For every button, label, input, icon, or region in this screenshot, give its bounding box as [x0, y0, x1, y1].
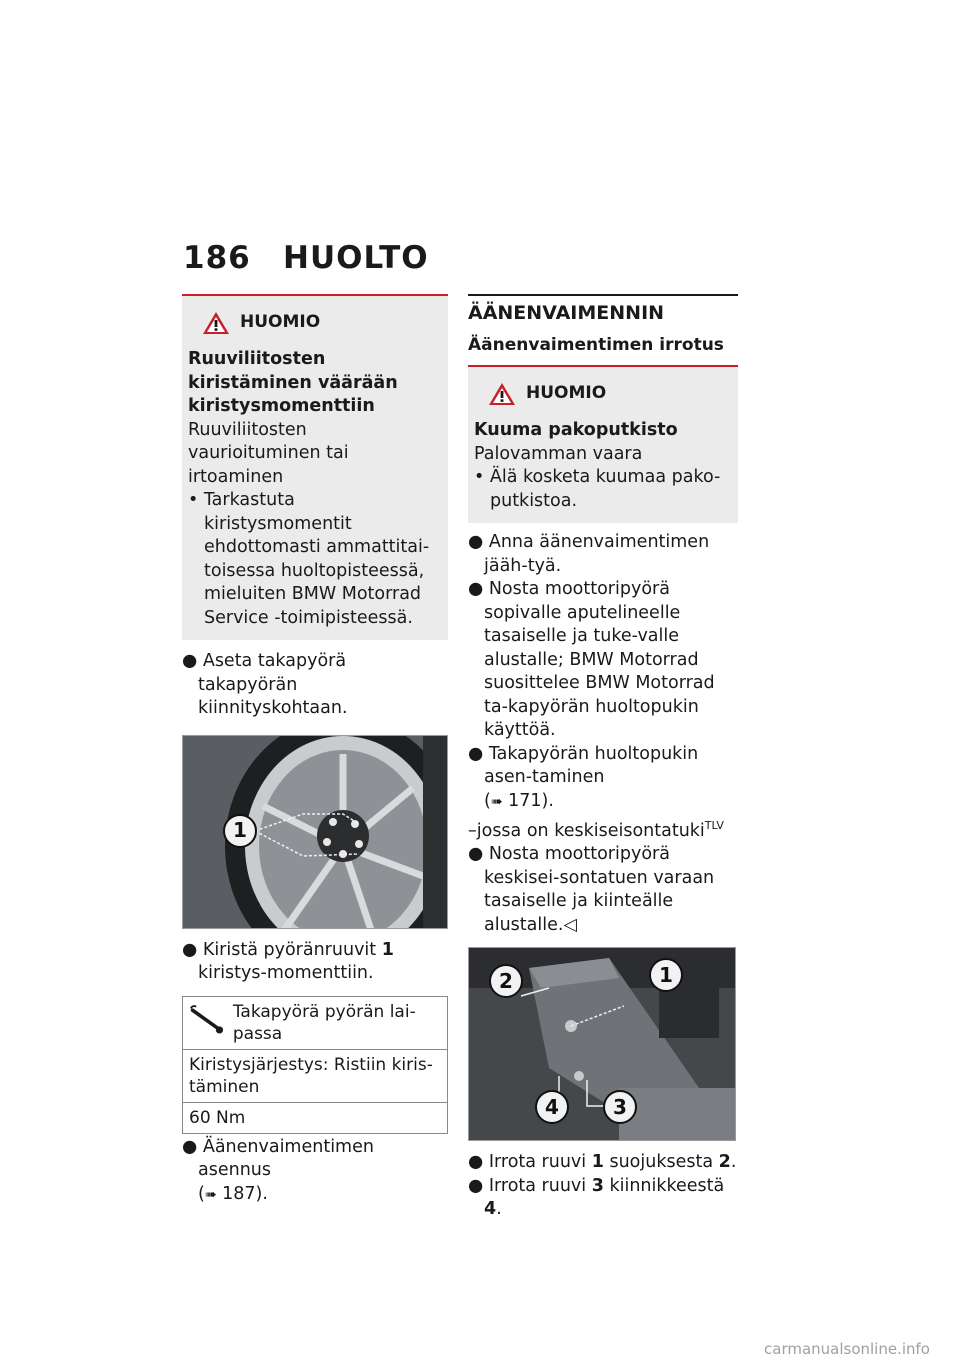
reference-arrow-icon: ➠	[490, 793, 503, 810]
instruction-item: ● Irrota ruuvi 1 suojuksesta 2.	[468, 1152, 737, 1173]
instruction-item: ● Kiristä pyöränruuvit 1 kiristys-momenttiin.	[182, 939, 394, 983]
notice-heading: Ruuviliitosten kiristäminen väärään kiristysmomenttiin	[188, 349, 398, 416]
instruction-item: ● Aseta takapyörä takapyörän kiinnityskohtaan.	[182, 651, 348, 718]
cross-reference: (➠ 171).	[484, 790, 554, 811]
conditional-note: –jossa on keskiseisontatuki$^{TLV}$	[468, 819, 724, 841]
instruction-item: ● Irrota ruuvi 3 kiinnikkeestä 4.	[468, 1175, 725, 1220]
notice-label: HUOMIO	[240, 312, 321, 333]
callout-2: 2	[489, 964, 523, 998]
section-title: ÄÄNENVAIMENNIN	[468, 302, 665, 324]
subsection-title: Äänenvaimentimen irrotus	[468, 334, 724, 355]
notice-header	[202, 310, 442, 336]
spec-title-row	[183, 997, 447, 1049]
instruction-item: ● Nosta moottoripyörä keskisei-sontatuen varaan tasaiselle ja kiinteälle alustalle.◁	[468, 844, 715, 935]
callout-1: 1	[649, 958, 683, 992]
instruction-item: ● Äänenvaimentimen asennus	[182, 1136, 374, 1180]
spec-title: Takapyörä pyörän lai-passa	[232, 1001, 416, 1044]
notice-box	[182, 294, 448, 640]
callout-1: 1	[223, 814, 257, 848]
page-title: HUOLTO	[283, 240, 429, 276]
right-column	[468, 294, 738, 1222]
section-rule	[468, 294, 738, 296]
notice-body: Ruuviliitosten vaurioituminen tai irtoaminen	[188, 419, 349, 487]
notice-body: Palovamman vaara	[474, 443, 643, 464]
end-mark-icon: ◁	[563, 914, 577, 935]
callout-4: 4	[535, 1090, 569, 1124]
warning-icon	[202, 310, 230, 336]
notice-bullet: • Älä kosketa kuumaa pako-putkistoa.	[474, 467, 721, 511]
instruction-item: ● Anna äänenvaimentimen jääh-tyä.	[468, 532, 710, 576]
left-column	[182, 294, 448, 1207]
spec-value: 60 Nm	[183, 1102, 447, 1133]
torque-spec-table	[182, 996, 448, 1134]
warning-icon	[488, 381, 516, 407]
spec-sequence: Kiristysjärjestys: Ristiin kiris-täminen	[183, 1049, 447, 1102]
notice-heading: Kuuma pakoputkisto	[474, 420, 678, 440]
torque-wrench-icon	[189, 1001, 225, 1041]
callout-3: 3	[603, 1090, 637, 1124]
rear-wheel-figure	[182, 735, 448, 929]
notice-label: HUOMIO	[526, 383, 607, 404]
notice-bullet: • Tarkastuta kiristysmomentit ehdottomasti ammattitai-toisessa huoltopisteessä, mieluiten BMW Motorrad Service -toimipisteessä.	[188, 490, 430, 628]
watermark: carmanualsonline.info	[764, 1340, 930, 1358]
muffler-figure	[468, 947, 736, 1141]
cross-reference: (➠ 187).	[198, 1183, 268, 1204]
page-number: 186	[183, 240, 251, 276]
reference-arrow-icon: ➠	[204, 1186, 217, 1203]
instruction-item: ● Nosta moottoripyörä sopivalle aputelineelle tasaiselle ja tuke-valle alustalle; BMW Motorrad suosittelee BMW Motorrad ta-kapyörän huoltopukin käyttöä.	[468, 579, 715, 740]
notice-box	[468, 365, 738, 523]
instruction-item: ● Takapyörän huoltopukin asen-taminen	[468, 743, 699, 787]
notice-header	[488, 381, 732, 407]
